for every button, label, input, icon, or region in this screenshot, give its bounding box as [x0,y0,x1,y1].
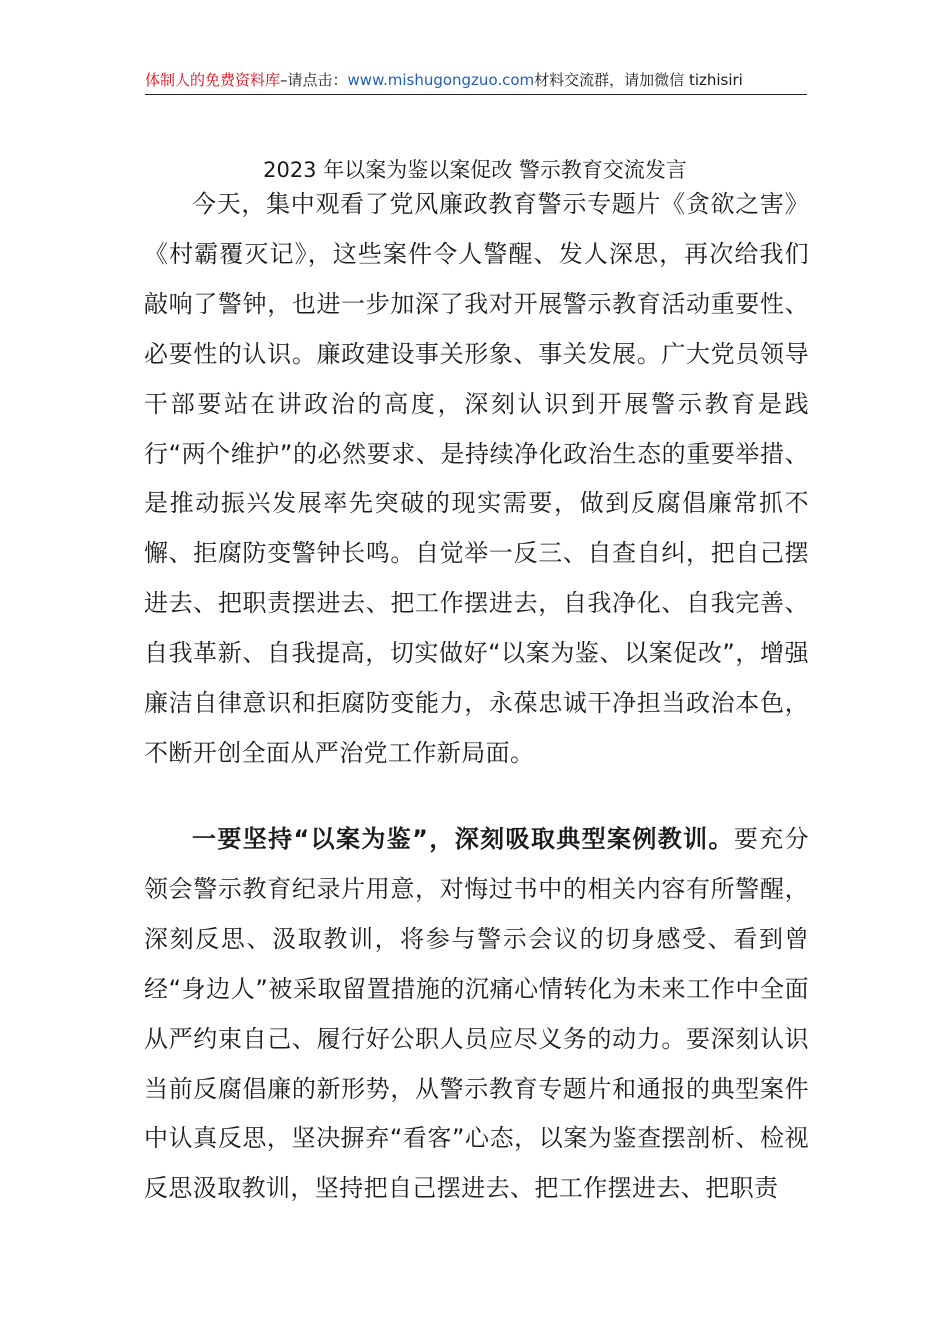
header-suffix: 材料交流群，请加微信 tizhisiri [534,71,743,89]
paragraph-point-one-heading: 一要坚持“以案为鉴”，深刻吸取典型案例教训。 [192,825,734,853]
paragraph-point-one-body: 要充分领会警示教育纪录片用意，对悔过书中的相关内容有所警醒，深刻反思、汲取教训，将参与警示会议的切身感受、看到曾经“身边人”被采取留置措施的沉痛心情转化为未来工作中全面从严约束自己、履行好公职人员应尽义务的动力。要深刻认识当前反腐倡廉的新形势，从警示教育专题片和通报的典型案件中认真反思，坚决摒弃“看客”心态，以案为鉴查摆剖析、检视反思汲取教训，坚持把自己摆进去、把工作摆进去、把职责 [144,825,809,1203]
paragraph-point-one [144,815,809,1214]
header-brand: 体制人的免费资料库 [145,71,281,89]
page-header [145,66,807,95]
header-url-link[interactable]: www.mishugongzuo.com [347,71,535,89]
header-prompt: –请点击： [280,71,348,89]
document-title: 2023 年以案为鉴以案促改 警示教育交流发言 [263,158,687,182]
paragraph-intro: 今天，集中观看了党风廉政教育警示专题片《贪欲之害》《村霸覆灭记》，这些案件令人警醒、发人深思，再次给我们敲响了警钟，也进一步加深了我对开展警示教育活动重要性、必要性的认识。廉政建设事关形象、事关发展。广大党员领导干部要站在讲政治的高度，深刻认识到开展警示教育是践行“两个维护”的必然要求、是持续净化政治生态的重要举措、是推动振兴发展率先突破的现实需要，做到反腐倡廉常抓不懈、拒腐防变警钟长鸣。自觉举一反三、自查自纠，把自己摆进去、把职责摆进去、把工作摆进去，自我净化、自我完善、自我革新、自我提高，切实做好“以案为鉴、以案促改”，增强廉洁自律意识和拒腐防变能力，永葆忠诚干净担当政治本色，不断开创全面从严治党工作新局面。 [144,190,809,767]
